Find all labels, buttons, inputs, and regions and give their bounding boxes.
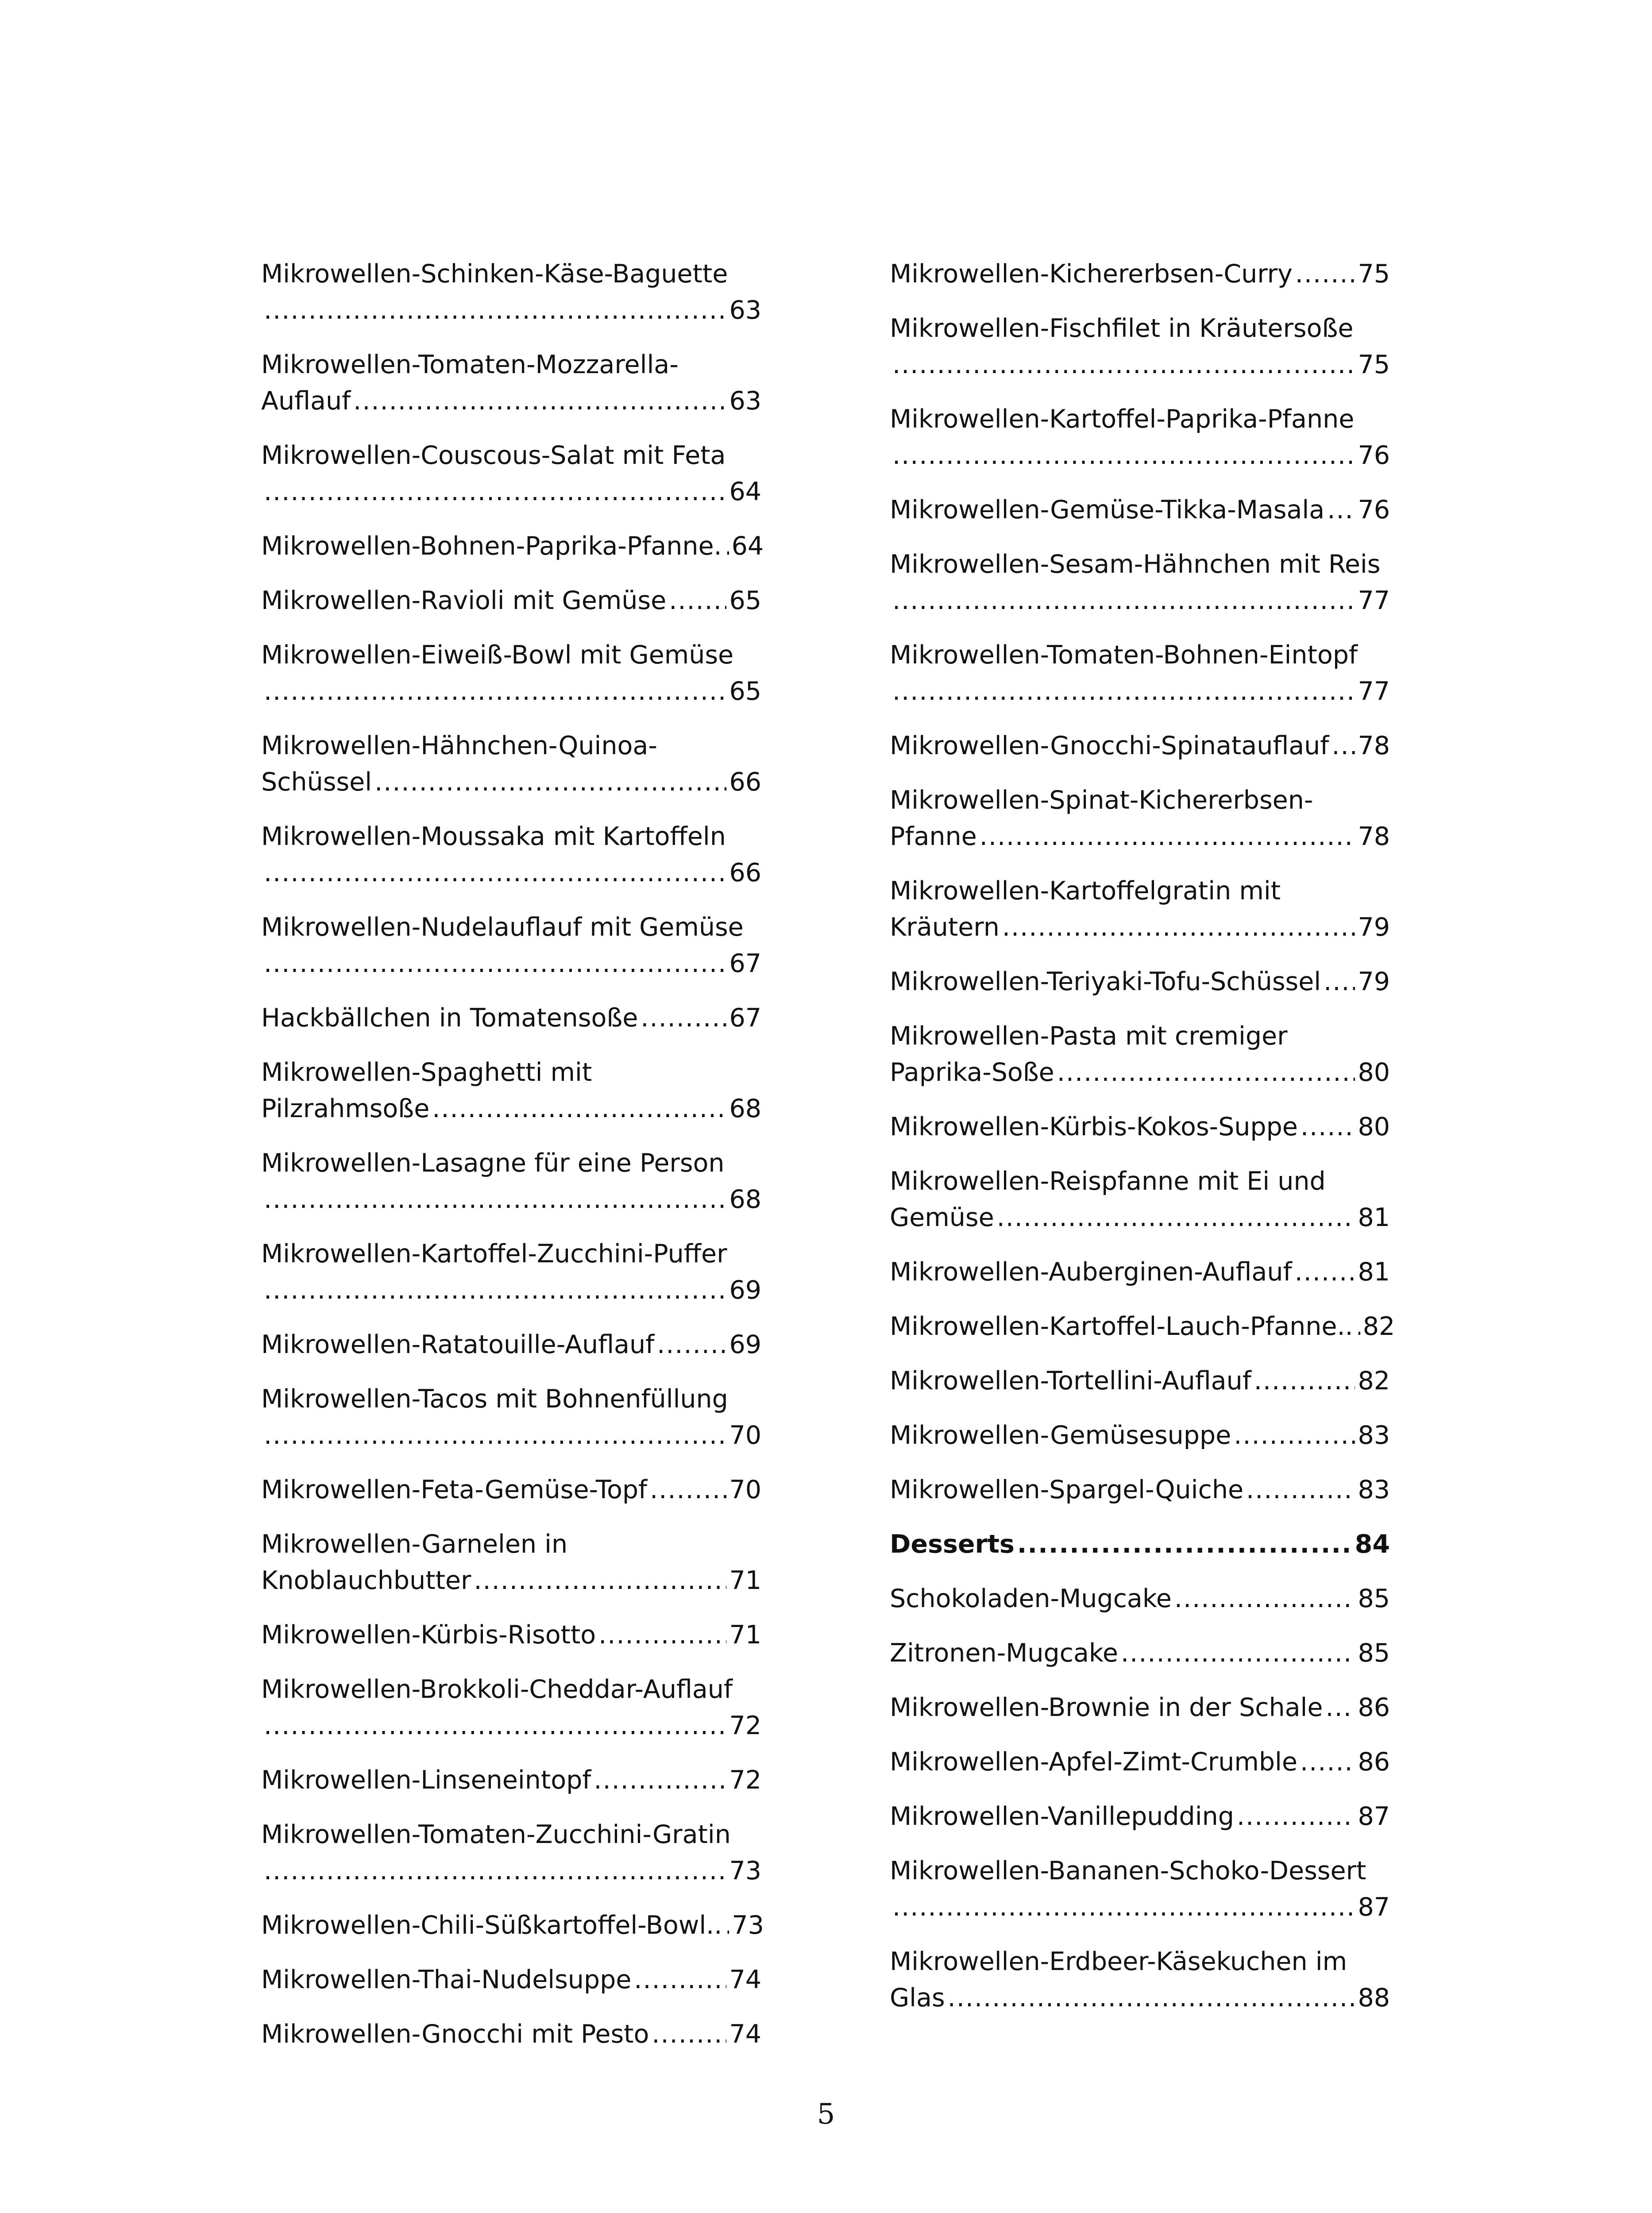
toc-entry-line	[261, 945, 761, 982]
toc-entry	[890, 1308, 1395, 1345]
dot-leader	[1002, 909, 1355, 945]
dot-leader	[264, 1708, 726, 1744]
toc-entry	[261, 1617, 761, 1653]
dot-leader	[264, 474, 726, 510]
toc-entry-line	[261, 1562, 761, 1599]
toc-entry	[261, 1236, 761, 1308]
toc-entry-line	[261, 1417, 761, 1453]
toc-entry-title: Schokoladen-Mugcake	[890, 1584, 1172, 1613]
toc-entry	[890, 546, 1390, 619]
dot-leader	[1332, 728, 1355, 764]
toc-entry-title: Mikrowellen-Thai-Nudelsuppe	[261, 1965, 632, 1994]
toc-entry-title: Mikrowellen-Gnocchi-Spinatauflauf	[890, 731, 1329, 760]
toc-entry-title: Mikrowellen-Kartoffel-Zucchini-Puffer	[261, 1239, 727, 1268]
toc-entry-title: Mikrowellen-Bananen-Schoko-Dessert	[890, 1856, 1366, 1885]
dot-leader	[264, 292, 726, 328]
toc-entry-title: Mikrowellen-Fischfilet in Kräutersoße	[890, 314, 1354, 343]
toc-entry-title: Mikrowellen-Tomaten-Bohnen-Eintopf	[890, 640, 1358, 670]
toc-entry-line	[261, 1853, 761, 1889]
toc-entry-line	[890, 582, 1390, 619]
dot-leader	[1237, 1798, 1355, 1835]
toc-entry	[261, 637, 761, 709]
toc-entry-line	[890, 1363, 1390, 1399]
toc-entry-line	[261, 1326, 761, 1363]
toc-entry-line	[261, 673, 761, 709]
dot-leader	[634, 1962, 726, 1998]
toc-entry-title: Mikrowellen-Tomaten-Zucchini-Gratin	[261, 1820, 731, 1849]
dot-leader	[264, 673, 726, 709]
toc-entry-line	[261, 764, 761, 800]
toc-entry-line	[890, 818, 1390, 855]
dot-leader	[264, 1272, 726, 1308]
toc-entry-title: Mikrowellen-Hähnchen-Quinoa-	[261, 731, 657, 760]
toc-page-number: 67	[729, 1003, 761, 1033]
toc-page-number: 87	[1358, 1893, 1390, 1922]
toc-entry-line	[890, 1980, 1390, 2016]
dot-leader	[948, 1980, 1355, 2016]
toc-entry	[890, 1526, 1390, 1562]
toc-entry-title: Pfanne	[890, 822, 977, 851]
toc-entry-line	[890, 1581, 1390, 1617]
toc-entry	[890, 782, 1390, 855]
dot-leader	[1295, 256, 1355, 292]
toc-entry-line	[890, 437, 1390, 474]
dot-leader	[892, 673, 1355, 709]
toc-entry-title: Mikrowellen-Spinat-Kichererbsen-	[890, 786, 1313, 815]
toc-entry-title: Mikrowellen-Lasagne für eine Person	[261, 1149, 725, 1178]
toc-page-number: 85	[1358, 1584, 1390, 1613]
dot-leader	[669, 582, 726, 619]
toc-entry-line	[261, 1708, 761, 1744]
toc-entry	[890, 492, 1390, 528]
toc-entry	[261, 818, 761, 891]
toc-page-number: 65	[729, 677, 761, 706]
toc-page-number: 75	[1358, 350, 1390, 379]
toc-page-number: 81	[1358, 1203, 1390, 1232]
toc-entry-title: Mikrowellen-Reispfanne mit Ei und	[890, 1167, 1326, 1196]
toc-entry-title: Mikrowellen-Nudelauflauf mit Gemüse	[261, 913, 744, 942]
toc-entry-line	[261, 1907, 764, 1943]
dot-leader	[641, 1000, 726, 1036]
dot-leader	[1174, 1581, 1355, 1617]
toc-entry	[890, 1798, 1390, 1835]
toc-entry	[261, 909, 761, 982]
toc-entry	[890, 964, 1390, 1000]
dot-leader	[1246, 1472, 1355, 1508]
toc-page-number: 77	[1358, 677, 1390, 706]
toc-page-number: 78	[1358, 731, 1390, 760]
dot-leader	[1295, 1254, 1355, 1290]
toc-entry-title: Mikrowellen-Tacos mit Bohnenfüllung	[261, 1384, 728, 1414]
dot-leader	[264, 1853, 726, 1889]
toc-page-number: 76	[1358, 441, 1390, 470]
toc-page-number: 80	[1358, 1058, 1390, 1087]
dot-leader	[1324, 964, 1355, 1000]
toc-page-number: 87	[1358, 1802, 1390, 1831]
toc-page-number: 65	[729, 586, 761, 615]
toc-entry-title: Desserts	[890, 1530, 1015, 1559]
toc-entry-line	[261, 1472, 761, 1508]
toc-entry-title: Mikrowellen-Chili-Süßkartoffel-Bowl..	[261, 1911, 722, 1940]
toc-entry	[890, 1581, 1390, 1617]
toc-entry	[261, 728, 761, 800]
dot-leader	[1234, 1417, 1355, 1453]
toc-entry-line	[261, 1962, 761, 1998]
toc-entry	[890, 1109, 1390, 1145]
toc-entry-line	[261, 855, 761, 891]
dot-leader	[598, 1617, 726, 1653]
toc-entry-title: Mikrowellen-Moussaka mit Kartoffeln	[261, 822, 726, 851]
toc-entry-line	[890, 1472, 1390, 1508]
toc-entry-line	[261, 1762, 761, 1798]
toc-entry-title: Pilzrahmsoße	[261, 1094, 430, 1123]
toc-entry	[261, 1145, 761, 1218]
dot-leader	[264, 1417, 726, 1453]
toc-entry-line	[890, 1308, 1395, 1345]
toc-entry-title: Hackbällchen in Tomatensoße	[261, 1003, 638, 1033]
toc-entry-line	[890, 492, 1390, 528]
toc-entry	[890, 1744, 1390, 1780]
dot-leader	[1327, 492, 1355, 528]
toc-entry-line	[890, 256, 1390, 292]
toc-entry-line	[890, 1889, 1390, 1925]
toc-entry-title: Mikrowellen-Apfel-Zimt-Crumble	[890, 1747, 1297, 1777]
toc-entry	[261, 1962, 761, 1998]
toc-page-number: 66	[729, 858, 761, 887]
toc-entry	[890, 728, 1390, 764]
toc-page-number: 70	[729, 1475, 761, 1504]
toc-entry-title: Mikrowellen-Kartoffelgratin mit	[890, 876, 1281, 906]
toc-page-number: 76	[1358, 495, 1390, 524]
dot-leader	[725, 528, 729, 564]
toc-page-number: 71	[729, 1620, 761, 1650]
toc-entry-line	[890, 1798, 1390, 1835]
toc-entry-line	[890, 1417, 1390, 1453]
toc-entry	[261, 256, 761, 328]
toc-entry-line	[261, 292, 761, 328]
toc-page-number: 84	[1355, 1530, 1390, 1559]
toc-page-number: 72	[729, 1711, 761, 1740]
toc-entry-title: Mikrowellen-Couscous-Salat mit Feta	[261, 441, 726, 470]
toc-page-number: 86	[1358, 1693, 1390, 1722]
dot-leader	[1300, 1744, 1355, 1780]
toc-entry-title: Gemüse	[890, 1203, 994, 1232]
toc-entry-title: Kräutern	[890, 913, 1000, 942]
toc-entry	[890, 401, 1390, 474]
toc-entry-line	[890, 1254, 1390, 1290]
toc-entry	[261, 528, 764, 564]
toc-page-number: 77	[1358, 586, 1390, 615]
toc-entry	[261, 347, 761, 419]
dot-leader	[1254, 1363, 1355, 1399]
toc-entry-title: Mikrowellen-Kartoffel-Paprika-Pfanne	[890, 405, 1355, 434]
toc-entry-title: Mikrowellen-Erdbeer-Käsekuchen im	[890, 1947, 1347, 1976]
toc-page-number: 79	[1358, 913, 1390, 942]
toc-entry	[890, 1472, 1390, 1508]
toc-entry	[261, 1326, 761, 1363]
toc-entry-line	[261, 528, 764, 564]
toc-page-number: 72	[729, 1766, 761, 1795]
toc-entry-title: Auflauf	[261, 386, 351, 416]
toc-page-number: 83	[1358, 1421, 1390, 1450]
toc-entry	[261, 582, 761, 619]
dot-leader	[892, 437, 1355, 474]
toc-entry	[261, 1381, 761, 1453]
toc-page-number: 85	[1358, 1639, 1390, 1668]
toc-entry	[890, 256, 1390, 292]
toc-page-number: 74	[729, 1965, 761, 1994]
dot-leader	[980, 818, 1355, 855]
toc-entry-title: Mikrowellen-Bohnen-Paprika-Pfanne.	[261, 532, 722, 561]
dot-leader	[1017, 1526, 1352, 1562]
toc-entry-title: Mikrowellen-Brokkoli-Cheddar-Auflauf	[261, 1675, 733, 1704]
toc-entry	[261, 1907, 764, 1943]
toc-entry-line	[890, 1689, 1390, 1726]
toc-entry-title: Mikrowellen-Ravioli mit Gemüse	[261, 586, 667, 615]
dot-leader	[1121, 1635, 1355, 1671]
toc-entry-title: Schüssel	[261, 767, 372, 797]
toc-entry	[890, 1163, 1390, 1236]
toc-entry	[261, 1671, 761, 1744]
toc-page-number: 68	[729, 1185, 761, 1214]
toc-entry	[890, 1363, 1390, 1399]
toc-page-number: 69	[729, 1330, 761, 1359]
toc-page-number: 78	[1358, 822, 1390, 851]
dot-leader	[374, 764, 726, 800]
toc-entry-title: Mikrowellen-Spaghetti mit	[261, 1058, 592, 1087]
toc-entry-line	[890, 347, 1390, 383]
toc-entry-title: Mikrowellen-Brownie in der Schale	[890, 1693, 1323, 1722]
toc-entry-title: Zitronen-Mugcake	[890, 1639, 1118, 1668]
toc-page-number: 81	[1358, 1257, 1390, 1287]
toc-entry-title: Knoblauchbutter	[261, 1566, 471, 1595]
toc-entry-title: Mikrowellen-Spargel-Quiche	[890, 1475, 1244, 1504]
toc-page-number: 68	[729, 1094, 761, 1123]
toc-entry-line	[261, 1272, 761, 1308]
toc-entry-line	[261, 1617, 761, 1653]
toc-entry-line	[890, 909, 1390, 945]
toc-entry-line	[261, 582, 761, 619]
toc-page-number: 71	[729, 1566, 761, 1595]
toc-entry-title: Mikrowellen-Tomaten-Mozzarella-	[261, 350, 679, 379]
toc-entry-title: Mikrowellen-Sesam-Hähnchen mit Reis	[890, 550, 1381, 579]
toc-entry	[890, 1943, 1390, 2016]
dot-leader	[657, 1326, 726, 1363]
dot-leader	[264, 945, 726, 982]
toc-entry	[890, 1417, 1390, 1453]
toc-page-number: 75	[1358, 259, 1390, 289]
toc-entry-line	[890, 1635, 1390, 1671]
dot-leader	[1301, 1109, 1355, 1145]
toc-entry-line	[890, 1199, 1390, 1236]
toc-page-number: 73	[729, 1856, 761, 1885]
toc-entry	[890, 637, 1390, 709]
dot-leader	[594, 1762, 726, 1798]
toc-page-number: 73	[732, 1911, 764, 1940]
dot-leader	[353, 383, 726, 419]
toc-entry-line	[261, 1000, 761, 1036]
dot-leader	[650, 1472, 726, 1508]
toc-entry	[890, 1254, 1390, 1290]
toc-entry-title: Mikrowellen-Kürbis-Risotto	[261, 1620, 596, 1650]
toc-entry-title: Mikrowellen-Linseneintopf	[261, 1766, 591, 1795]
toc-page-number: 66	[729, 767, 761, 797]
toc-entry-title: Mikrowellen-Kartoffel-Lauch-Pfanne..	[890, 1312, 1353, 1341]
toc-entry-line	[890, 673, 1390, 709]
toc-right-column	[890, 256, 1395, 2034]
toc-entry-line	[261, 383, 761, 419]
toc-left-column	[261, 256, 764, 2070]
toc-entry-line	[890, 1526, 1390, 1562]
toc-entry-line	[890, 1109, 1390, 1145]
toc-entry	[261, 437, 761, 510]
dot-leader	[652, 2016, 726, 2052]
dot-leader	[432, 1091, 726, 1127]
toc-entry-title: Mikrowellen-Schinken-Käse-Baguette	[261, 259, 728, 289]
toc-entry	[890, 1635, 1390, 1671]
toc-page-number: 82	[1363, 1312, 1395, 1341]
toc-entry	[261, 1816, 761, 1889]
toc-page-number: 79	[1358, 967, 1390, 996]
toc-page-number: 64	[729, 477, 761, 506]
toc-entry-line	[261, 1181, 761, 1218]
page-number: 5	[817, 2098, 835, 2131]
toc-entry-title: Mikrowellen-Vanillepudding	[890, 1802, 1234, 1831]
toc-entry	[261, 1000, 761, 1036]
dot-leader	[1356, 1308, 1360, 1345]
toc-entry-title: Mikrowellen-Eiweiß-Bowl mit Gemüse	[261, 640, 734, 670]
toc-entry-title: Mikrowellen-Ratatouille-Auflauf	[261, 1330, 655, 1359]
toc-entry	[890, 310, 1390, 383]
toc-entry	[261, 1526, 761, 1599]
dot-leader	[1325, 1689, 1355, 1726]
toc-page-number: 63	[729, 296, 761, 325]
toc-page-number: 63	[729, 386, 761, 416]
dot-leader	[264, 855, 726, 891]
toc-entry	[890, 1018, 1390, 1091]
toc-entry-title: Mikrowellen-Teriyaki-Tofu-Schüssel	[890, 967, 1321, 996]
toc-entry-title: Mikrowellen-Tortellini-Auflauf	[890, 1366, 1251, 1396]
toc-entry	[261, 1054, 761, 1127]
toc-entry-line	[890, 728, 1390, 764]
toc-page-number: 86	[1358, 1747, 1390, 1777]
dot-leader	[997, 1199, 1355, 1236]
toc-entry-line	[261, 2016, 761, 2052]
dot-leader	[892, 347, 1355, 383]
toc-page-number: 64	[731, 532, 764, 561]
toc-page-number: 69	[729, 1276, 761, 1305]
toc-page-number: 80	[1358, 1112, 1390, 1141]
toc-entry-title: Mikrowellen-Auberginen-Auflauf	[890, 1257, 1292, 1287]
dot-leader	[892, 582, 1355, 619]
toc-entry-title: Mikrowellen-Pasta mit cremiger	[890, 1022, 1288, 1051]
toc-page-number: 88	[1358, 1983, 1390, 2013]
toc-entry-line	[890, 1744, 1390, 1780]
toc-page-number: 74	[729, 2020, 761, 2049]
toc-entry-title: Mikrowellen-Feta-Gemüse-Topf	[261, 1475, 648, 1504]
dot-leader	[892, 1889, 1355, 1925]
toc-entry	[261, 1472, 761, 1508]
toc-entry	[261, 1762, 761, 1798]
toc-page-number: 70	[729, 1421, 761, 1450]
toc-page-number: 83	[1358, 1475, 1390, 1504]
toc-entry-title: Mikrowellen-Gnocchi mit Pesto	[261, 2020, 649, 2049]
toc-entry-title: Glas	[890, 1983, 945, 2013]
toc-entry	[890, 873, 1390, 945]
toc-page-number: 67	[729, 949, 761, 978]
dot-leader	[264, 1181, 726, 1218]
toc-page-number: 82	[1358, 1366, 1390, 1396]
dot-leader	[725, 1907, 729, 1943]
toc-entry-title: Mikrowellen-Kürbis-Kokos-Suppe	[890, 1112, 1298, 1141]
toc-entry-title: Mikrowellen-Garnelen in	[261, 1530, 568, 1559]
toc-entry	[890, 1853, 1390, 1925]
toc-entry-title: Mikrowellen-Gemüsesuppe	[890, 1421, 1231, 1450]
toc-entry-line	[890, 964, 1390, 1000]
toc-entry-line	[890, 1054, 1390, 1091]
dot-leader	[1057, 1054, 1355, 1091]
dot-leader	[474, 1562, 726, 1599]
toc-entry-title: Mikrowellen-Gemüse-Tikka-Masala	[890, 495, 1325, 524]
toc-entry	[261, 2016, 761, 2052]
toc-entry-title: Paprika-Soße	[890, 1058, 1054, 1087]
toc-entry-title: Mikrowellen-Kichererbsen-Curry	[890, 259, 1293, 289]
toc-entry-line	[261, 474, 761, 510]
toc-entry-line	[261, 1091, 761, 1127]
toc-entry	[890, 1689, 1390, 1726]
